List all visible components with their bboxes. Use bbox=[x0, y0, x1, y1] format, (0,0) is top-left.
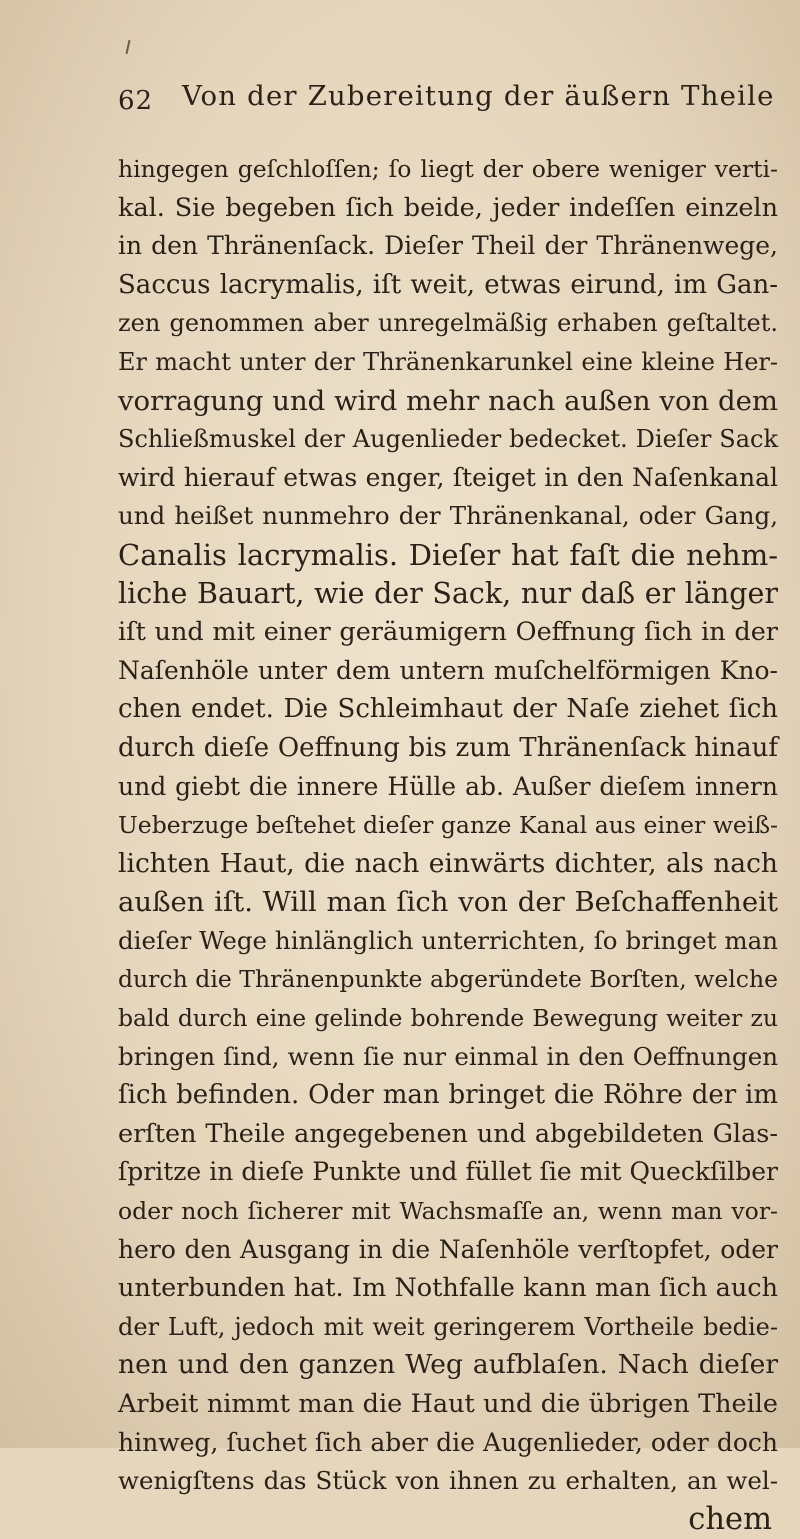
text-line: lichten Haut, die nach einwärts dichter, als nach bbox=[118, 847, 778, 879]
text-line: kal. Sie begeben ſich beide, jeder indeſſen einzeln bbox=[118, 192, 778, 223]
text-line: liche Bauart, wie der Sack, nur daß er länger bbox=[118, 576, 778, 610]
text-line: Naſenhöle unter dem untern muſchelförmigen Kno- bbox=[118, 655, 778, 685]
text-line: und heißet nunmehro der Thränenkanal, oder Gang, bbox=[118, 501, 778, 531]
text-line: wird hierauf etwas enger, ſteiget in den Naſenkanal bbox=[118, 462, 778, 492]
text-line: oder noch ſicherer mit Wachsmaſſe an, wenn man vor- bbox=[118, 1197, 778, 1226]
text-line: bringen ſind, wenn ſie nur einmal in den Oeffnungen bbox=[118, 1041, 778, 1071]
text-line: bald durch eine gelinde bohrende Bewegung weiter zu bbox=[118, 1004, 778, 1033]
running-head: Von der Zubereitung der äußern Theile bbox=[182, 80, 775, 112]
text-line: durch dieſe Oeffnung bis zum Thränenſack hinauf bbox=[118, 732, 778, 763]
text-line: ſpritze in dieſe Punkte und füllet ſie mit Queckſilber bbox=[118, 1157, 778, 1187]
text-line: und giebt die innere Hülle ab. Außer dieſem innern bbox=[118, 771, 778, 801]
text-line: vorragung und wird mehr nach außen von dem bbox=[118, 384, 778, 417]
catchword: chem bbox=[688, 1501, 772, 1537]
text-line: dieſer Wege hinlänglich unterrichten, ſo bringet man bbox=[118, 925, 778, 955]
text-line: zen genommen aber unregelmäßig erhaben geſtaltet. bbox=[118, 309, 778, 338]
text-line: nen und den ganzen Weg aufblaſen. Nach dieſer bbox=[118, 1349, 778, 1381]
page-number: 62 bbox=[118, 86, 154, 116]
text-line: durch die Thränenpunkte abgeründete Borſten, welche bbox=[118, 965, 778, 994]
text-line: Canalis lacrymalis. Dieſer hat faſt die nehm- bbox=[118, 537, 778, 572]
body-text bbox=[118, 150, 778, 1539]
text-line: außen iſt. Will man ſich von der Beſchaffenheit bbox=[118, 886, 778, 919]
page-header bbox=[118, 80, 775, 124]
text-line: wenigſtens das Stück von ihnen zu erhalten, an wel- bbox=[118, 1466, 778, 1496]
text-line: Ueberzuge beſtehet dieſer ganze Kanal aus einer weiß- bbox=[118, 811, 778, 840]
text-line: hingegen geſchloſſen; ſo liegt der obere weniger verti- bbox=[118, 155, 778, 183]
ink-mark bbox=[126, 40, 131, 54]
text-line: hinweg, ſuchet ſich aber die Augenlieder, oder doch bbox=[118, 1427, 778, 1457]
text-line: der Luft, jedoch mit weit geringerem Vortheile bedie- bbox=[118, 1312, 778, 1341]
text-line: erſten Theile angegebenen und abgebildeten Glas- bbox=[118, 1118, 778, 1149]
text-line: ſich befinden. Oder man bringet die Röhre der im bbox=[118, 1080, 778, 1111]
text-line: Er macht unter der Thränenkarunkel eine kleine Her- bbox=[118, 347, 778, 376]
text-line: Arbeit nimmt man die Haut und die übrigen Theile bbox=[118, 1389, 778, 1419]
text-line: iſt und mit einer geräumigern Oeffnung ſich in der bbox=[118, 617, 778, 648]
text-line: Saccus lacrymalis, iſt weit, etwas eirund, im Gan- bbox=[118, 269, 778, 300]
text-line: in den Thränenſack. Dieſer Theil der Thränenwege, bbox=[118, 231, 778, 261]
text-line: Schließmuskel der Augenlieder bedecket. Dieſer Sack bbox=[118, 425, 778, 454]
text-line: hero den Ausgang in die Naſenhöle verſtopfet, oder bbox=[118, 1234, 778, 1264]
text-line: unterbunden hat. Im Nothfalle kann man ſich auch bbox=[118, 1273, 778, 1304]
text-line: chen endet. Die Schleimhaut der Naſe ziehet ſich bbox=[118, 694, 778, 725]
